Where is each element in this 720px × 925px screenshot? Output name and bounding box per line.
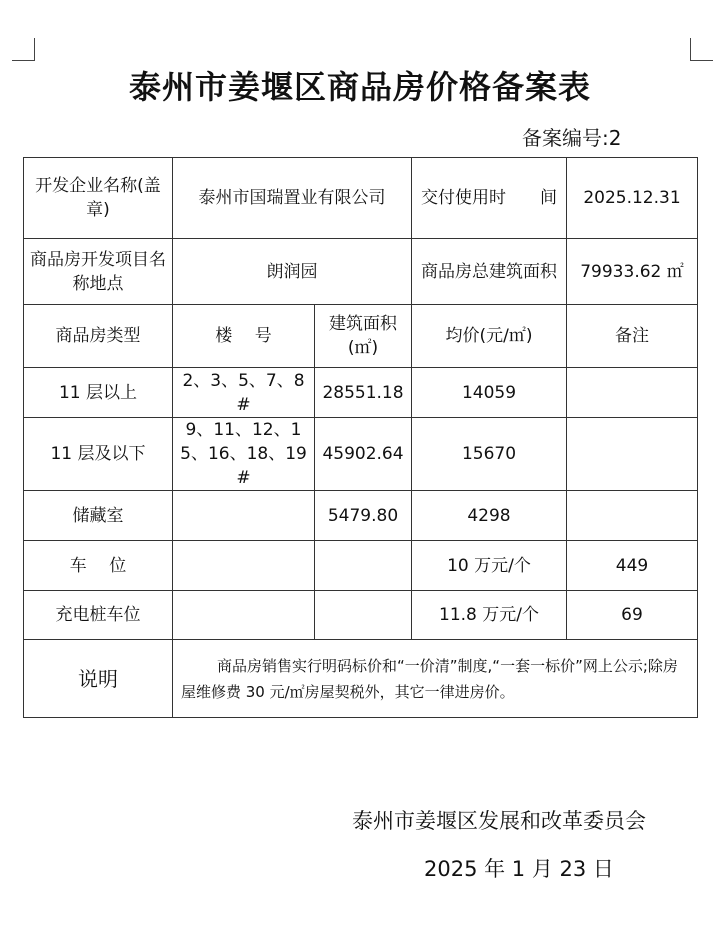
item-area	[315, 541, 412, 591]
project-label: 商品房开发项目名称地点	[24, 239, 173, 305]
item-building: 9、11、12、15、16、18、19#	[173, 418, 315, 491]
delivery-label: 交付使用时 间	[412, 158, 567, 239]
item-building: 2、3、5、7、8#	[173, 368, 315, 418]
issuing-organization: 泰州市姜堰区发展和改革委员会	[352, 809, 646, 833]
item-type: 车 位	[24, 541, 173, 591]
item-remark	[567, 418, 698, 491]
item-remark	[567, 491, 698, 541]
item-price: 14059	[412, 368, 567, 418]
item-type: 充电桩车位	[24, 591, 173, 640]
corner-mark-top-right	[690, 38, 713, 61]
header-remark: 备注	[567, 305, 698, 368]
developer-row	[24, 158, 698, 239]
developer-label: 开发企业名称(盖章)	[24, 158, 173, 239]
item-area: 5479.80	[315, 491, 412, 541]
item-building	[173, 491, 315, 541]
total-area-value: 79933.62 ㎡	[567, 239, 698, 305]
developer-value: 泰州市国瑞置业有限公司	[173, 158, 412, 239]
item-remark	[567, 368, 698, 418]
item-type: 储藏室	[24, 491, 173, 541]
item-area: 28551.18	[315, 368, 412, 418]
header-price: 均价(元/㎡)	[412, 305, 567, 368]
table-row	[24, 368, 698, 418]
item-building	[173, 541, 315, 591]
project-row	[24, 239, 698, 305]
record-number: 备案编号:2	[522, 126, 622, 150]
table-row	[24, 541, 698, 591]
table-row	[24, 491, 698, 541]
table-header-row	[24, 305, 698, 368]
item-area	[315, 591, 412, 640]
price-record-table	[23, 157, 698, 718]
total-area-label: 商品房总建筑面积	[412, 239, 567, 305]
item-area: 45902.64	[315, 418, 412, 491]
table-row	[24, 591, 698, 640]
header-type: 商品房类型	[24, 305, 173, 368]
item-price: 11.8 万元/个	[412, 591, 567, 640]
item-price: 15670	[412, 418, 567, 491]
item-type: 11 层及以下	[24, 418, 173, 491]
item-remark: 69	[567, 591, 698, 640]
note-text: 商品房销售实行明码标价和“一价清”制度,“一套一标价”网上公示;除房屋维修费 30 元/㎡房屋契税外，其它一律进房价。	[173, 640, 698, 718]
item-price: 4298	[412, 491, 567, 541]
item-building	[173, 591, 315, 640]
note-row	[24, 640, 698, 718]
corner-mark-top-left	[12, 38, 35, 61]
project-value: 朗润园	[173, 239, 412, 305]
document-title: 泰州市姜堰区商品房价格备案表	[128, 68, 591, 106]
header-area: 建筑面积(㎡)	[315, 305, 412, 368]
header-building: 楼 号	[173, 305, 315, 368]
item-remark: 449	[567, 541, 698, 591]
issue-date: 2025 年 1 月 23 日	[424, 857, 614, 881]
note-label: 说明	[24, 640, 173, 718]
item-type: 11 层以上	[24, 368, 173, 418]
item-price: 10 万元/个	[412, 541, 567, 591]
delivery-value: 2025.12.31	[567, 158, 698, 239]
table-row	[24, 418, 698, 491]
